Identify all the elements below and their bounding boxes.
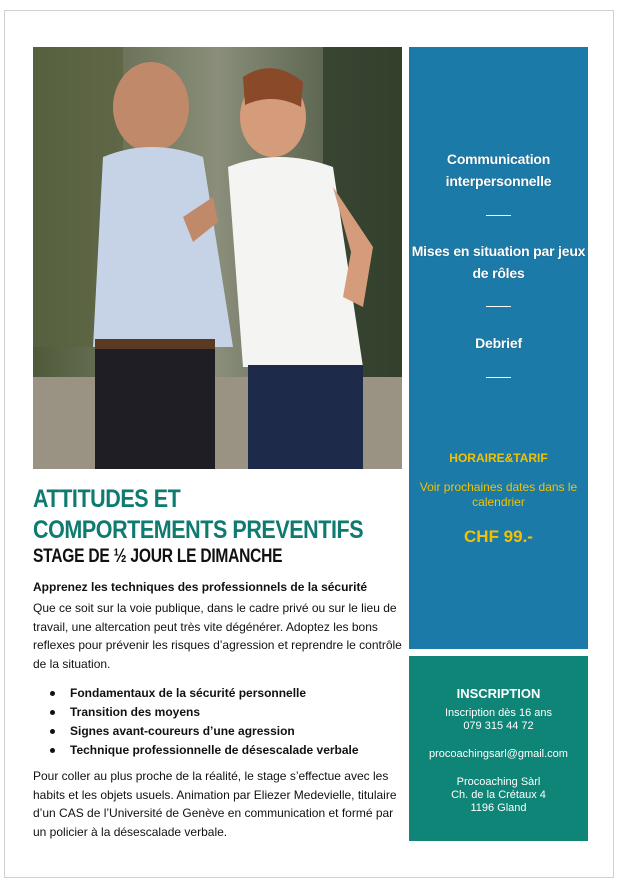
inscription-age: Inscription dès 16 ans (444, 707, 552, 719)
page-subtitle: STAGE DE ½ JOUR LE DIMANCHE (33, 546, 283, 567)
program-sidebar (409, 47, 588, 649)
sidebar-item-role-play: Mises en situation par jeux de rôles (411, 243, 586, 281)
lead-text: Apprenez les techniques des professionnels de la sécurité (33, 580, 368, 594)
list-item: Fondamentaux de la sécurité personnelle (33, 684, 403, 703)
list-item: Technique professionnelle de désescalade verbale (33, 741, 403, 760)
list-item: Signes avant-coureurs d’une agression (33, 722, 403, 741)
sidebar-item-debrief: Debrief (475, 335, 522, 351)
inscription-email[interactable]: procoachingsarl@gmail.com (429, 748, 568, 760)
inscription-title: INSCRIPTION (456, 686, 541, 701)
page-title (33, 484, 403, 546)
intro-paragraph: Que ce soit sur la voie publique, dans le cadre privé ou sur le lieu de travail, une altercation peut très vite dégénérer. Adoptez les bons reflexes pour prévenir les risques d’agression et reprendre le contrôle de la situation. (33, 601, 402, 671)
sidebar-separator (486, 215, 511, 216)
bullet-icon (50, 748, 55, 753)
bullet-icon (50, 710, 55, 715)
list-item: Transition des moyens (33, 703, 403, 722)
closing-paragraph: Pour coller au plus proche de la réalité, le stage s’effectue avec les habits et les objets usuels. Animation par Eliezer Medevielle, titulaire d’un CAS de l’Université de Genève en communication et formé par un policier à la désescalade verbale. (33, 769, 397, 839)
title-line-1: ATTITUDES ET (33, 485, 181, 513)
price-label: CHF 99.- (464, 527, 533, 546)
company-street: Ch. de la Crétaux 4 (451, 789, 546, 801)
sidebar-item-communication: Communication interpersonnelle (445, 151, 552, 189)
company-name: Procoaching Sàrl (456, 776, 541, 788)
sidebar-separator (486, 377, 511, 378)
bullet-icon (50, 729, 55, 734)
dates-note: Voir prochaines dates dans le calendrier (419, 480, 578, 509)
topics-list (33, 684, 403, 760)
hours-rate-heading: HORAIRE&TARIF (449, 451, 548, 465)
company-city: 1196 Gland (470, 802, 527, 814)
bullet-icon (50, 691, 55, 696)
two-men-confrontation-photo (33, 47, 402, 469)
title-line-2: COMPORTEMENTS PREVENTIFS (33, 516, 364, 544)
inscription-panel (409, 656, 588, 841)
inscription-phone[interactable]: 079 315 44 72 (463, 720, 534, 732)
sidebar-separator (486, 306, 511, 307)
